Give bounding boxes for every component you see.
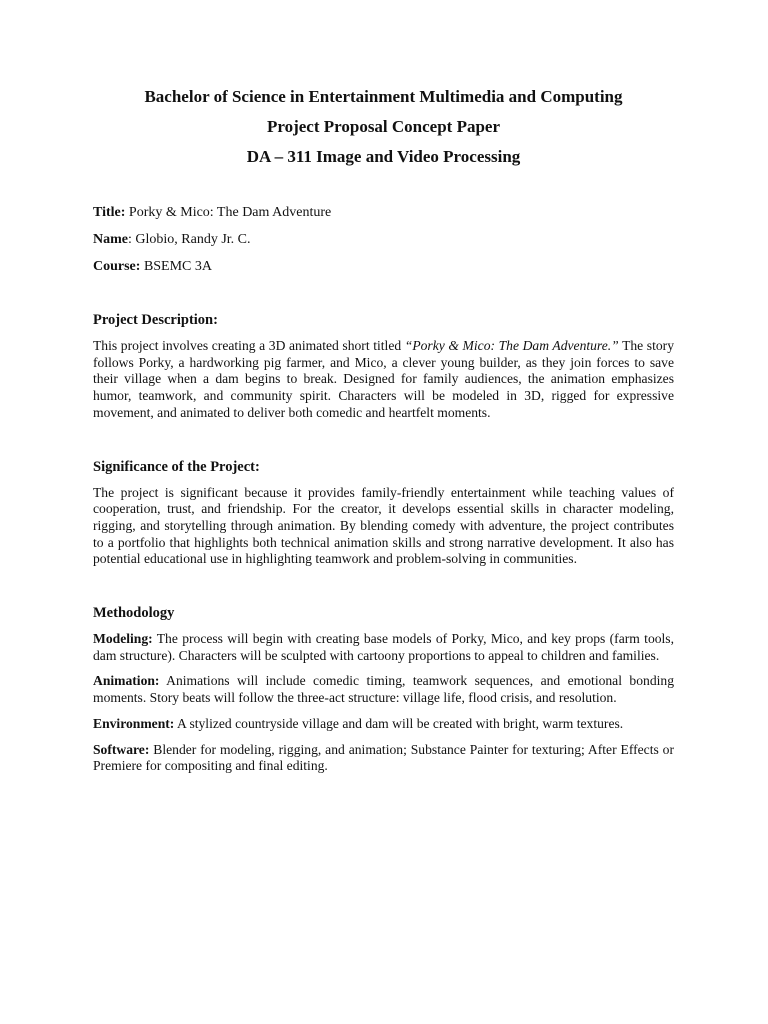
significance-text: The project is significant because it provides family-friendly entertainment while teaching values of cooperation, trust, and friendship. For the creator, it develops essential skills in character modeling, rigging, and storytelling through animation. By blending comedy with adventure, the project contributes to a portfolio that highlights both technical animation skills and strong narrative development. It also has potential educational use in highlighting teamwork and problem-solving in communities. <box>93 484 674 567</box>
methodology-software <box>93 742 674 775</box>
software-text: Blender for modeling, rigging, and animation; Substance Painter for texturing; After Effects or Premiere for compositing and final editing. <box>93 741 674 774</box>
meta-course-row <box>93 258 674 275</box>
document-header <box>93 86 674 168</box>
methodology-animation <box>93 673 674 706</box>
software-label: Software: <box>93 741 150 757</box>
course-code-title: DA – 311 Image and Video Processing <box>246 147 521 166</box>
description-title-italic: “Porky & Mico: The Dam Adventure.” <box>404 338 619 353</box>
significance-heading: Significance of the Project: <box>93 458 260 475</box>
description-text-before: This project involves creating a 3D animated short titled <box>93 338 405 353</box>
modeling-label: Modeling: <box>93 631 153 647</box>
modeling-text: The process will begin with creating base models of Porky, Mico, and key props (farm tools, dam structure). Characters will be sculpted with cartoony proportions to appeal to children and families. <box>93 631 674 663</box>
animation-text: Animations will include comedic timing, teamwork sequences, and emotional bonding moments. Story beats will follow the three-act structure: village life, flood crisis, and resolution. <box>93 673 674 706</box>
program-title: Bachelor of Science in Entertainment Multimedia and Computing <box>144 87 623 106</box>
animation-label: Animation: <box>93 673 160 689</box>
methodology-section <box>93 604 674 775</box>
meta-name-row <box>93 231 674 248</box>
meta-course-label: Course: <box>93 259 141 274</box>
methodology-modeling <box>93 631 674 664</box>
description-text-after: The story follows Porky, a hardworking pig farmer, and Mico, a clever young builder, as they join forces to save their village when a dam begins to break. Designed for family audiences, the animation emphasizes humor, teamwork, and community spirit. Characters will be modeled in 3D, rigged for expressive movement, and animated to deliver both comedic and heartfelt moments. <box>93 338 674 420</box>
meta-title-row <box>93 204 674 221</box>
significance-section <box>93 458 674 569</box>
project-description-heading: Project Description: <box>93 312 218 328</box>
meta-course-value: BSEMC 3A <box>140 259 213 274</box>
environment-text: A stylized countryside village and dam will be created with bright, warm textures. <box>174 715 624 731</box>
meta-title-value: Porky & Mico: The Dam Adventure <box>125 205 332 220</box>
project-description-text <box>93 338 674 422</box>
project-meta <box>93 204 674 275</box>
project-description-section <box>93 311 674 422</box>
paper-type: Project Proposal Concept Paper <box>266 117 501 136</box>
meta-title-label: Title: <box>93 205 126 220</box>
environment-label: Environment: <box>93 715 175 731</box>
meta-name-value: : Globio, Randy Jr. C. <box>128 232 251 247</box>
methodology-environment <box>93 716 674 733</box>
methodology-heading: Methodology <box>93 605 175 622</box>
meta-name-label: Name <box>93 232 128 247</box>
